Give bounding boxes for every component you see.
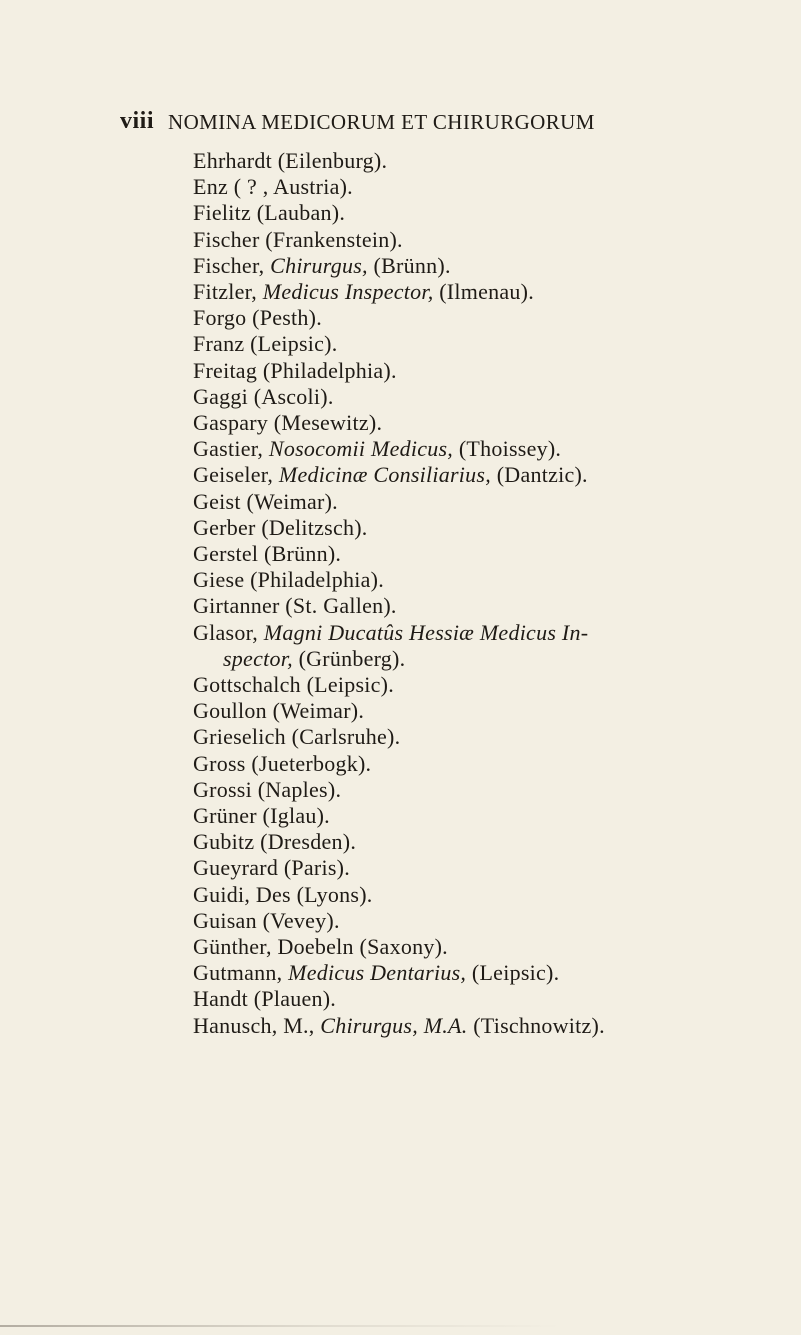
list-item: Gubitz (Dresden). [193, 829, 357, 855]
list-item: Forgo (Pesth). [193, 305, 322, 331]
list-item: Grieselich (Carlsruhe). [193, 724, 401, 750]
list-item: Fielitz (Lauban). [193, 200, 346, 226]
entry-title-italic: Chirurgus, M.A. [320, 1012, 468, 1038]
list-item: Gerber (Delitzsch). [193, 514, 368, 540]
entry-name: Glasor, [193, 619, 264, 645]
entry-title-italic: Magni Ducatûs Hessiæ Medicus In- [263, 619, 589, 645]
list-item: Grüner (Iglau). [193, 803, 330, 828]
page-header [120, 108, 740, 138]
entry-name: Gastier, [193, 436, 269, 462]
entry-name: Fischer, [193, 252, 271, 278]
list-item [193, 462, 588, 488]
running-title: NOMINA MEDICORUM ET CHIRURGORUM [168, 110, 595, 134]
list-item: Giese (Philadelphia). [193, 567, 384, 593]
list-item: Gaggi (Ascoli). [193, 383, 334, 409]
entry-place: (Brünn). [367, 252, 451, 278]
list-item: Gueyrard (Paris). [193, 855, 350, 881]
list-item: Gross (Jueterbogk). [193, 750, 372, 776]
list-item: Günther, Doebeln (Saxony). [193, 934, 448, 959]
list-item: Grossi (Naples). [193, 776, 342, 802]
entry-name: Geiseler, [193, 462, 279, 488]
entry-place: (Tischnowitz). [467, 1012, 605, 1038]
entry-place: (Dantzic). [490, 462, 588, 488]
list-item: Guidi, Des (Lyons). [193, 881, 373, 907]
entry-title-italic: Medicinæ Consiliarius, [278, 462, 491, 488]
list-item-continuation [223, 646, 405, 672]
page-number: viii [120, 108, 155, 134]
list-item: Guisan (Vevey). [193, 907, 340, 933]
list-item [193, 960, 559, 986]
list-item: Gerstel (Brünn). [193, 541, 342, 566]
entry-place: (Grünberg). [292, 645, 406, 671]
list-item: Ehrhardt (Eilenburg). [193, 148, 388, 173]
list-item: Franz (Leipsic). [193, 331, 338, 357]
list-item: Gottschalch (Leipsic). [193, 672, 394, 697]
entry-title-italic: Chirurgus, [270, 252, 368, 278]
entry-title-italic: Nosocomii Medicus, [268, 436, 454, 462]
list-item: Freitag (Philadelphia). [193, 357, 397, 383]
page-edge-rule [0, 1325, 801, 1327]
list-item [193, 253, 451, 279]
entry-title-italic: Medicus Inspector, [262, 279, 434, 304]
list-item [193, 1013, 605, 1039]
list-item: Fischer (Frankenstein). [193, 226, 403, 252]
list-item [193, 436, 561, 462]
entry-title-italic: Medicus Dentarius, [288, 960, 467, 986]
list-item: Enz ( ? , Austria). [193, 174, 353, 200]
entry-place: (Thoissey). [453, 436, 562, 462]
entry-name: Fitzler, [193, 279, 263, 304]
entry-place: (Ilmenau). [433, 279, 534, 304]
list-item: Handt (Plauen). [193, 986, 337, 1012]
entry-name: Gutmann, [193, 960, 289, 986]
list-item: Geist (Weimar). [193, 488, 338, 514]
entry-name: Hanusch, M., [193, 1012, 321, 1038]
entry-title-italic: spector, [223, 645, 293, 671]
entry-place: (Leipsic). [466, 960, 560, 986]
list-item: Girtanner (St. Gallen). [193, 593, 397, 619]
list-item [193, 279, 534, 305]
list-item: Gaspary (Mesewitz). [193, 410, 383, 435]
list-item [193, 620, 588, 646]
list-item: Goullon (Weimar). [193, 698, 365, 724]
